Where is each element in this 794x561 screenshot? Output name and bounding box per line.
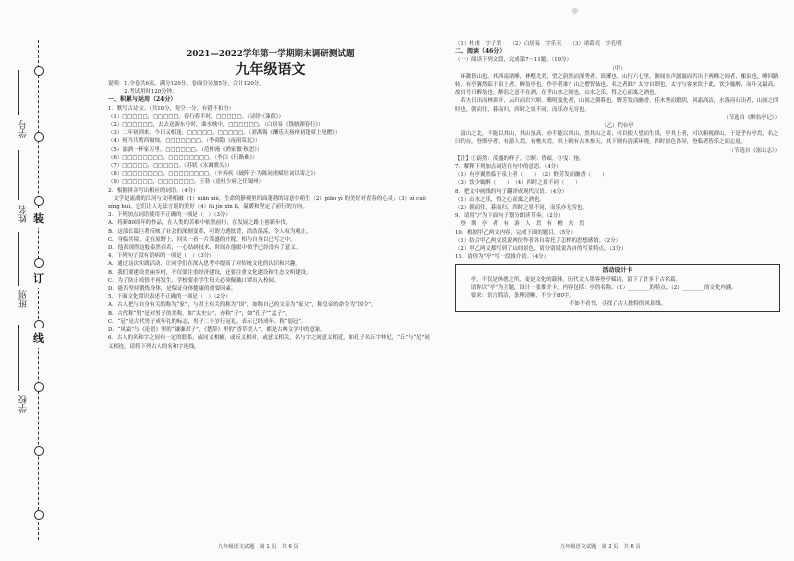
question-line: 1．默写古诗文。（共10分，每空一分，有错不扣分） xyxy=(108,105,235,112)
question-line: （2）甲乙两文都写到了山间景色，请分别说说各自的写景特点。（3分） xyxy=(455,246,627,253)
question-line: 11．请你为“亭”写一段推介语。（4分） xyxy=(455,254,549,261)
question-line: （7）□□□□□，□□□□□。（苏轼《水调歌头》） xyxy=(108,163,233,170)
class-field[interactable] xyxy=(18,232,20,286)
question-line: （3）二年初到来，今日又相逢，□□□□□，□□□□□。（刘禹锡《酬乐天扬州初逢席上见赠》） xyxy=(108,130,341,137)
question-line: （4）何当共剪西窗烛，□□□□□□□。（李商隐《夜雨寄北》） xyxy=(108,138,261,145)
school-field[interactable] xyxy=(18,325,20,391)
question-line: （3）饮少辄醉（ ） （4）四时之景不同（ ） xyxy=(455,180,581,187)
student-id-label: 学号 xyxy=(19,120,29,138)
section-heading: 二、阅读（46分） xyxy=(455,48,506,56)
question-line: B．古代称“男”是对男子的美称，如“太史公”，亦称“子”，如“孔子”“孟子”。 xyxy=(108,310,291,317)
name-field[interactable] xyxy=(18,150,20,200)
corner-mark: @ xyxy=(572,8,578,15)
activity-card-title: 活动设计卡 xyxy=(602,267,633,275)
question-line: 若夫日出而林霏开，云归而岩穴暝，晦明变化者，山间之朝暮也。野芳发而幽香，佳木秀而繁阴，风霜高洁，水落而石出者，山间之四时也。朝而往，暮而归，四时之景不同，而乐亦无穷也。 xyxy=(455,98,779,113)
right-column xyxy=(455,40,780,540)
activity-card xyxy=(455,264,780,311)
question-line: B．我们要建设美丽乡村，不仅要注重经济建设，还要注重文化建设和生态文明建设。 xyxy=(108,269,312,276)
activity-card-line: 亭，不仅是休憩之所，更是文化的载体。历代文人墨客登亭赋诗，留下了许多千古名篇。 xyxy=(460,276,682,283)
question-line: （甲） xyxy=(609,65,626,72)
question-line: 文学是流淌的江河与文明相融（1）xiān xiè，生命的静观里四面蓬勃的诗意中萌生（2）piāo yì 的美好对青春的心灵；（3）zì cuò xíng huì，它们让人无法言说的美好（4）lù jìn xīn lì，温暖和坚定了前行的方向。 xyxy=(108,195,426,211)
binding-hole xyxy=(34,510,44,520)
question-line: （节选自《醉翁亭记》） xyxy=(723,114,780,121)
question-line: D．“风霜”与《论语》里的“谦谦君子”，《楚辞》里的“香草美人”，都是古典文学中的意象。 xyxy=(108,327,326,334)
activity-card-line: 请你以“亭”为主题，设计一张推介卡，内容包括：亭的名称、（1）________的特点、（2）________的文化内涵。 xyxy=(460,284,737,291)
question-line: D．能否坚持锻炼身体，是保证身体健康的重要因素。 xyxy=(108,286,237,293)
question-line: C．为了防止疫情不再发生，学校要求学生每天必须佩戴口罩出入校园。 xyxy=(108,277,280,284)
activity-card-footer: 不如不看书，寻找了古人独特的风景线。 xyxy=(568,301,667,308)
question-line: 2.考试用时120分钟。 xyxy=(108,89,178,96)
question-line: 8．把文中画线的句子翻译成现代汉语。（4分） xyxy=(455,188,567,195)
question-line: （5）浊酒一杯家万里，□□□□□□。（范仲淹《渔家傲·秋思》） xyxy=(108,146,263,153)
activity-card-body xyxy=(460,276,775,301)
binding-hole xyxy=(34,382,44,392)
binding-hole xyxy=(34,196,44,206)
question-line: 6．古人的名和字之间有一定的联系，或同义相辅，或反义相对，或意义相关，名与字之间意义相近，如孔子名丘字仲尼，“丘”与“尼”同义相连，请将下列古人的名和字连线。 xyxy=(108,335,430,350)
seal-char-xian: 线 xyxy=(33,328,44,348)
question-line: 说明：1.全卷共6页，满分120分，卷面分另加5分，合计120分。 xyxy=(108,81,265,87)
question-line: C．“冠”是古代男子成年礼的标志，男子二十岁行冠礼，表示已经成年，称“弱冠”。 xyxy=(108,318,307,325)
class-label: 班别 xyxy=(19,290,29,308)
seal-char-zhuang: 装 xyxy=(33,208,44,228)
question-line: 环滁皆山也。其西南诸峰，林壑尤美，望之蔚然而深秀者，琅琊也。山行六七里，渐闻水声潺潺而泻出于两峰之间者，酿泉也。峰回路转，有亭翼然临于泉上者，醉翁亭也。作亭者谁？山之僧智仙也。名之者谁？太守自谓也。太守与客来饮于此，饮少辄醉，而年又最高，故自号曰醉翁也。醉翁之意不在酒，在乎山水之间也。山水之乐，得之心而寓之酒也。 xyxy=(455,73,779,97)
right-body xyxy=(455,40,780,261)
exam-title: 2021—2022学年第一学期期末调研测试题 xyxy=(186,49,355,59)
question-line: （2）□□□□□□，去去送游东兮时，曲水映中，□□□□□□。（白居易《钱塘湖春行》） xyxy=(108,122,324,129)
question-line: 5．下面文化常识表述不正确的一项是（ ）（2分） xyxy=(108,294,231,301)
page-footer-left: 九年级语文试题 第 1 页 共 6 页 xyxy=(218,544,299,550)
question-line: （9）□□□□□□，□□□□□□□。王勃（送杜少府之任蜀州） xyxy=(108,179,264,186)
binding-hole xyxy=(34,132,44,142)
binding-margin xyxy=(0,0,78,561)
left-body xyxy=(108,80,433,351)
question-line: C．身临其境，走在原野上，回头一看一片茂盛的庄稼，相与自身以已写之中。 xyxy=(108,236,296,243)
question-line: 7．解释下列加点词语在句中的意思。（4分） xyxy=(455,164,562,171)
question-line: （节选自《富山志》） xyxy=(728,147,780,154)
question-line: （1）山水之乐，得之心而寓之酒也。 xyxy=(455,196,545,203)
question-line: （1）结合甲乙两文说说两位作者各自寄托了怎样的思想感情。（2分） xyxy=(455,237,621,244)
question-line: 【注】①蔚然：茂盛的样子。②暝：昏暗。③曳：拖。 xyxy=(455,155,585,162)
question-line: A．将新80周年的作品，在人类的苦难中依然前行，在发展之路上创新步伐。 xyxy=(108,220,292,227)
question-line: （1）杜甫 字子美 （2）白居易 字乐天 （3）诸葛亮 字孔明 xyxy=(455,41,622,47)
binding-hole xyxy=(34,258,44,268)
question-line: B．这部长篇巨著反映了社会的深刻变革，可谓力透纸背，浩浩荡荡，令人叹为观止。 xyxy=(108,228,312,235)
question-line: （6）□□□□□□□□，□□□□□□□□。（李白《行路难》） xyxy=(108,154,258,161)
question-line: （2）朝而往，暮而归，四时之景不同，而乐亦无穷也。 xyxy=(455,205,588,212)
question-line: 10．根据甲乙两文内容，完成下面的题目。（5分） xyxy=(455,229,576,236)
subject-title: 九年级语文 xyxy=(235,62,306,78)
seal-char-ding: 订 xyxy=(33,268,44,288)
section-heading: 一、积累与运用（24分） xyxy=(108,96,177,104)
binding-hole xyxy=(34,446,44,456)
question-line: D．他表现得这般泰然自若，一心钻研技术，时间在他眼中似乎已经没有了意义。 xyxy=(108,245,301,252)
question-line: A．古人把与自身有关的称为“家”，与君王有关的称为“国”，如称自己的父亲为“家父”，称皇帝的命令为“国令”。 xyxy=(108,302,377,309)
question-line: （1）□□□□□，□□□□□。春行将半时，□□□□□。（诗经·《蒹葭》） xyxy=(108,113,284,120)
name-label: 姓名 xyxy=(19,205,29,223)
left-column xyxy=(108,40,433,540)
student-id-field[interactable] xyxy=(18,70,20,115)
question-line: （1）有亭翼然临于泉上者（ ） （2）野芳发而幽香（ ） xyxy=(455,172,608,179)
question-line: 富山之北，不能以其山，其山虽高，亦不能以其山。然其山之奇，可以使人望而生畏，亭其上者，可以俯视群山。于是乎有亭焉，名之曰钓台。登斯亭者，有游人焉，有樵夫焉。其上则有古木参天，其下则有清溪环绕，四时景色各异，登临者皆乐之而忘返。 xyxy=(455,131,779,146)
question-line: 9．请用“/”为下面句子划分朗读节奏。（2分） xyxy=(455,213,564,220)
activity-card-line: 要求：语言简洁，条理清晰，不少于80字。 xyxy=(460,293,575,300)
question-line: 3．下列加点词语使用不正确的一项是（ ）（3分） xyxy=(108,212,231,219)
question-line: 4．下列句子没有语病的一项是（ ）（3分） xyxy=(108,253,215,260)
question-line: 2．根据拼音写出相应的词语。（4分） xyxy=(108,187,199,194)
question-line: （乙）钓台亭 xyxy=(601,123,634,130)
page-footer-right: 九年级语文试题 第 2 页 共 6 页 xyxy=(560,544,641,550)
binding-dashed-line xyxy=(38,40,39,540)
binding-hole xyxy=(34,66,44,76)
question-line: A．通过这次实践活动，让同学们在深入思考中提高了对传统文化的认识和兴趣。 xyxy=(108,261,301,268)
school-label: 学校 xyxy=(19,395,29,413)
question-line: （8）□□□□□□□□，□□□□□□□□。（辛弃疾《破阵子·为陈同甫赋壮词以寄之》） xyxy=(108,171,319,178)
question-line: （一）阅读下列文段，完成第7～11题。（19分） xyxy=(455,57,572,64)
question-line: 登 斯 亭 者 有 游 人 焉 有 樵 夫 焉 xyxy=(455,221,585,228)
